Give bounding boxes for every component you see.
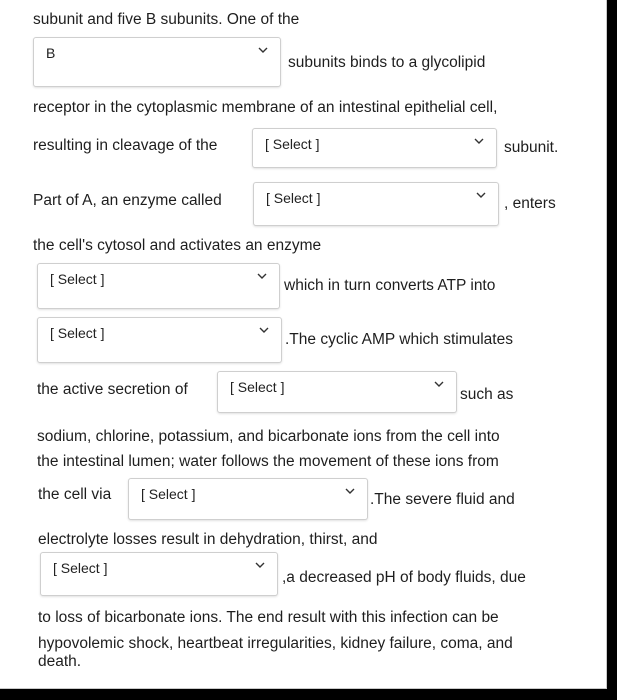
question-text-line-9-end: such as bbox=[460, 386, 514, 403]
question-text-line-2: subunits binds to a glycolipid bbox=[288, 54, 486, 71]
dropdown-activated-enzyme[interactable] bbox=[37, 263, 280, 309]
dropdown-value: [ Select ] bbox=[50, 271, 105, 287]
dropdown-value: [ Select ] bbox=[265, 136, 320, 152]
question-text-line-13: electrolyte losses result in dehydration, thirst, and bbox=[38, 531, 378, 548]
question-text-line-11: the intestinal lumen; water follows the movement of these ions from bbox=[37, 453, 499, 470]
dropdown-water-movement[interactable] bbox=[128, 478, 368, 520]
question-text-line-15: to loss of bicarbonate ions. The end result with this infection can be bbox=[38, 609, 499, 626]
dropdown-value: [ Select ] bbox=[53, 560, 108, 576]
question-text-line-14: ,a decreased pH of body fluids, due bbox=[282, 569, 526, 586]
dropdown-value: [ Select ] bbox=[266, 190, 321, 206]
question-text-line-4-end: subunit. bbox=[504, 139, 559, 156]
question-text-line-1: subunit and five B subunits. One of the bbox=[33, 11, 300, 28]
question-text-line-10: sodium, chlorine, potassium, and bicarbonate ions from the cell into bbox=[37, 428, 500, 445]
dropdown-enzyme-name[interactable] bbox=[253, 182, 499, 226]
chevron-down-icon bbox=[258, 46, 268, 54]
dropdown-dehydration-effect[interactable] bbox=[40, 552, 278, 596]
dropdown-cleaved-subunit[interactable] bbox=[252, 128, 497, 168]
chevron-down-icon bbox=[476, 191, 486, 199]
question-text-line-4-start: resulting in cleavage of the bbox=[33, 137, 218, 154]
chevron-down-icon bbox=[255, 561, 265, 569]
chevron-down-icon bbox=[474, 137, 484, 145]
question-text-line-12-end: .The severe fluid and bbox=[370, 491, 515, 508]
dropdown-secretion-target[interactable] bbox=[217, 371, 457, 413]
chevron-down-icon bbox=[345, 487, 355, 495]
question-text-line-17: death. bbox=[38, 653, 82, 670]
question-text-line-16: hypovolemic shock, heartbeat irregularities, kidney failure, coma, and bbox=[38, 635, 513, 652]
question-text-line-3: receptor in the cytoplasmic membrane of an intestinal epithelial cell, bbox=[33, 99, 498, 116]
chevron-down-icon bbox=[257, 272, 267, 280]
dropdown-atp-product[interactable] bbox=[37, 317, 282, 363]
dropdown-value: [ Select ] bbox=[50, 325, 105, 341]
dropdown-subunit-binding[interactable] bbox=[33, 37, 281, 87]
dropdown-value: B bbox=[46, 45, 56, 61]
dropdown-value: [ Select ] bbox=[141, 486, 196, 502]
dropdown-value: [ Select ] bbox=[230, 379, 285, 395]
chevron-down-icon bbox=[259, 326, 269, 334]
question-text-line-8: .The cyclic AMP which stimulates bbox=[285, 331, 513, 348]
question-text-line-6: the cell's cytosol and activates an enzyme bbox=[33, 237, 322, 254]
question-text-line-7: which in turn converts ATP into bbox=[284, 277, 496, 294]
question-text-line-5-start: Part of A, an enzyme called bbox=[33, 192, 222, 209]
question-text-line-9-start: the active secretion of bbox=[37, 381, 188, 398]
chevron-down-icon bbox=[434, 380, 444, 388]
question-text-line-5-end: , enters bbox=[504, 195, 556, 212]
question-text-line-12-start: the cell via bbox=[38, 486, 112, 503]
